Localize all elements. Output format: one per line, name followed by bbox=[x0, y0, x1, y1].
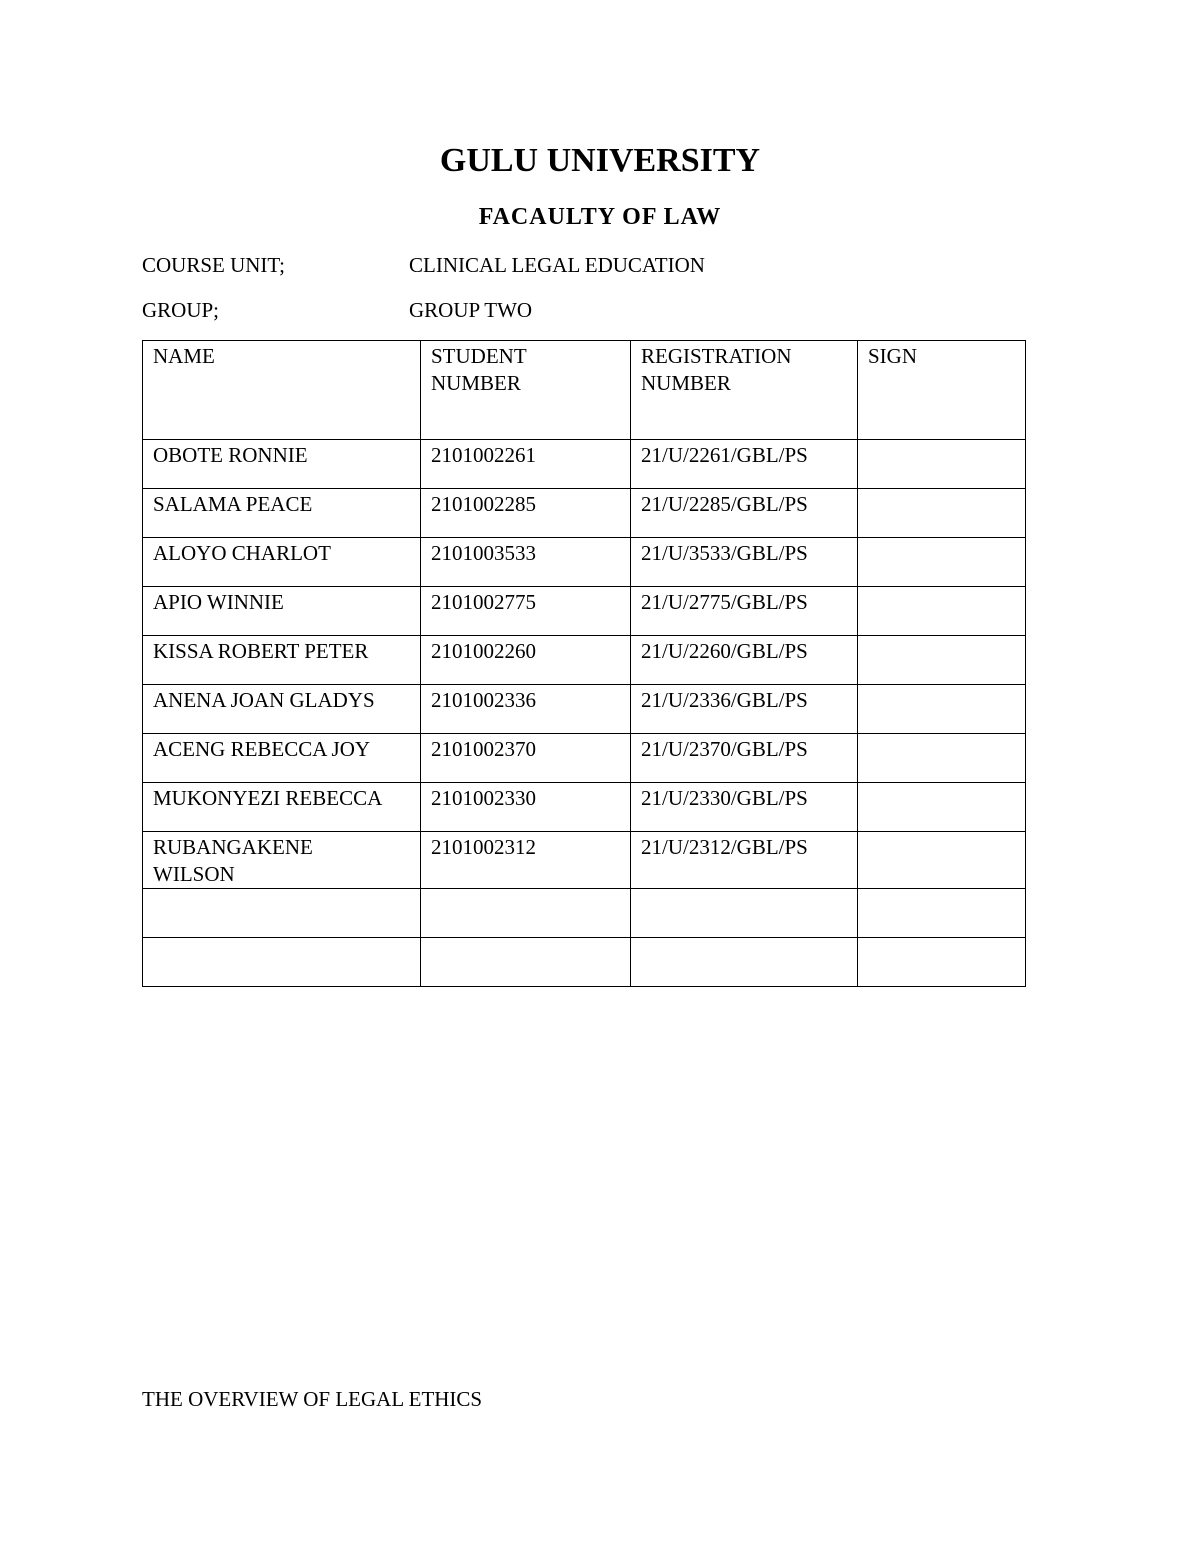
student-number-cell: 2101002336 bbox=[421, 685, 631, 734]
registration-number-cell: 21/U/2775/GBL/PS bbox=[631, 587, 858, 636]
header-student-number: STUDENT NUMBER bbox=[421, 341, 631, 440]
group-value: GROUP TWO bbox=[409, 298, 533, 322]
sign-cell bbox=[858, 489, 1026, 538]
student-number-cell: 2101003533 bbox=[421, 538, 631, 587]
name-cell: KISSA ROBERT PETER bbox=[143, 636, 421, 685]
table-row bbox=[143, 538, 1026, 587]
university-title: GULU UNIVERSITY bbox=[439, 142, 761, 179]
table-row bbox=[143, 440, 1026, 489]
registration-number-cell: 21/U/2336/GBL/PS bbox=[631, 685, 858, 734]
table-row bbox=[143, 832, 1026, 889]
registration-number-cell: 21/U/2330/GBL/PS bbox=[631, 783, 858, 832]
registration-number-cell bbox=[631, 938, 858, 987]
registration-number-cell: 21/U/3533/GBL/PS bbox=[631, 538, 858, 587]
sign-cell bbox=[858, 734, 1026, 783]
sign-cell bbox=[858, 440, 1026, 489]
document-topic: THE OVERVIEW OF LEGAL ETHICS bbox=[142, 1387, 483, 1411]
course-unit-value: CLINICAL LEGAL EDUCATION bbox=[409, 253, 705, 277]
name-cell: ALOYO CHARLOT bbox=[143, 538, 421, 587]
sign-cell bbox=[858, 587, 1026, 636]
student-number-cell bbox=[421, 889, 631, 938]
name-cell: ANENA JOAN GLADYS bbox=[143, 685, 421, 734]
name-cell: ACENG REBECCA JOY bbox=[143, 734, 421, 783]
course-unit-label: COURSE UNIT; bbox=[142, 253, 285, 277]
registration-number-cell bbox=[631, 889, 858, 938]
name-cell bbox=[143, 889, 421, 938]
registration-number-cell: 21/U/2260/GBL/PS bbox=[631, 636, 858, 685]
table-row bbox=[143, 636, 1026, 685]
student-number-cell: 2101002775 bbox=[421, 587, 631, 636]
student-number-cell: 2101002312 bbox=[421, 832, 631, 889]
student-roster-table bbox=[142, 340, 1026, 987]
table-row bbox=[143, 783, 1026, 832]
header-sign: SIGN bbox=[858, 341, 1026, 440]
table-row bbox=[143, 734, 1026, 783]
sign-cell bbox=[858, 889, 1026, 938]
table-row bbox=[143, 587, 1026, 636]
registration-number-cell: 21/U/2370/GBL/PS bbox=[631, 734, 858, 783]
name-cell: RUBANGAKENE WILSON bbox=[143, 832, 421, 889]
sign-cell bbox=[858, 783, 1026, 832]
student-number-cell: 2101002261 bbox=[421, 440, 631, 489]
registration-number-cell: 21/U/2285/GBL/PS bbox=[631, 489, 858, 538]
name-cell bbox=[143, 938, 421, 987]
name-cell: MUKONYEZI REBECCA bbox=[143, 783, 421, 832]
student-number-cell: 2101002260 bbox=[421, 636, 631, 685]
table-row bbox=[143, 889, 1026, 938]
table-row bbox=[143, 489, 1026, 538]
sign-cell bbox=[858, 538, 1026, 587]
student-number-cell: 2101002370 bbox=[421, 734, 631, 783]
table-row bbox=[143, 685, 1026, 734]
name-cell: OBOTE RONNIE bbox=[143, 440, 421, 489]
sign-cell bbox=[858, 832, 1026, 889]
student-number-cell: 2101002285 bbox=[421, 489, 631, 538]
registration-number-cell: 21/U/2261/GBL/PS bbox=[631, 440, 858, 489]
name-cell: SALAMA PEACE bbox=[143, 489, 421, 538]
table-row bbox=[143, 938, 1026, 987]
faculty-subtitle: FACAULTY OF LAW bbox=[478, 204, 722, 230]
group-label: GROUP; bbox=[142, 298, 220, 322]
student-number-cell bbox=[421, 938, 631, 987]
sign-cell bbox=[858, 938, 1026, 987]
name-cell: APIO WINNIE bbox=[143, 587, 421, 636]
header-name: NAME bbox=[143, 341, 421, 440]
registration-number-cell: 21/U/2312/GBL/PS bbox=[631, 832, 858, 889]
sign-cell bbox=[858, 685, 1026, 734]
student-number-cell: 2101002330 bbox=[421, 783, 631, 832]
table-header-row bbox=[143, 341, 1026, 440]
header-registration-number: REGISTRATION NUMBER bbox=[631, 341, 858, 440]
sign-cell bbox=[858, 636, 1026, 685]
